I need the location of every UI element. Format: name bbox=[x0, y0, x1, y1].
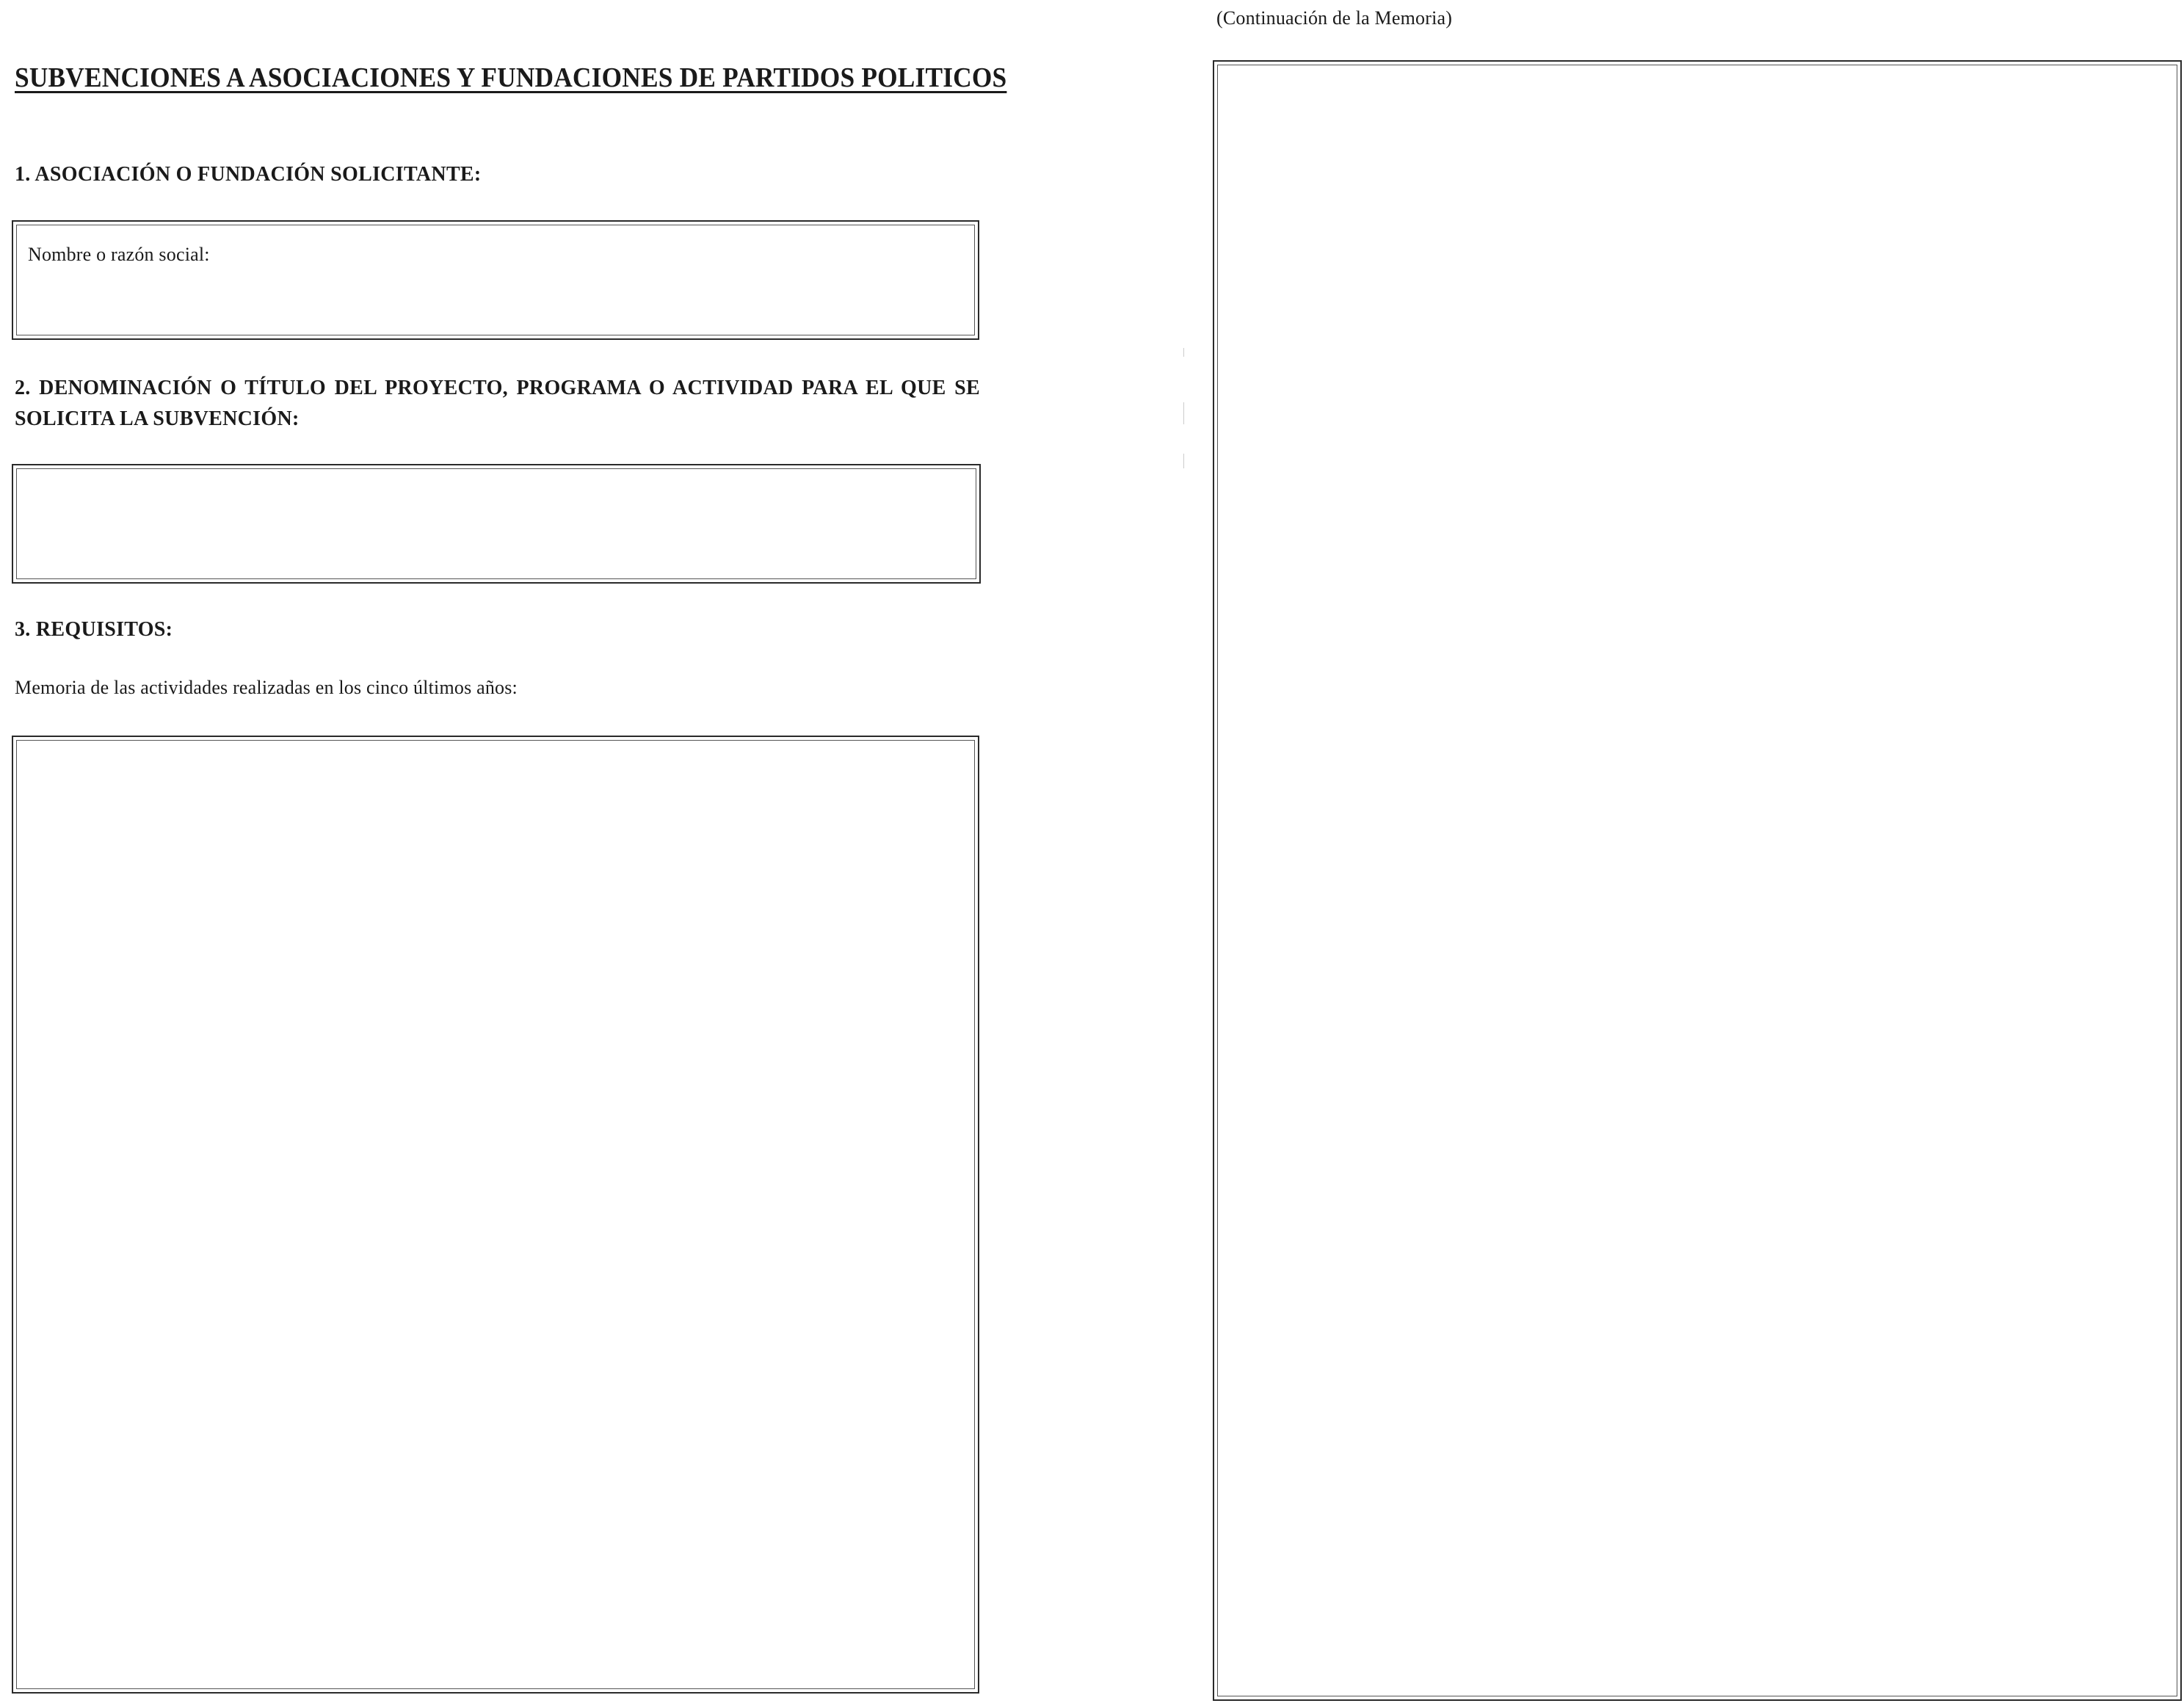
name-field-box[interactable] bbox=[12, 220, 979, 340]
continuation-label: (Continuación de la Memoria) bbox=[1216, 7, 1453, 29]
document-title: SUBVENCIONES A ASOCIACIONES Y FUNDACIONES DE PARTIDOS POLITICOS bbox=[15, 62, 1007, 93]
right-page bbox=[1175, 0, 2184, 1706]
section-3-heading: 3. REQUISITOS: bbox=[15, 618, 173, 641]
section-1-heading: 1. ASOCIACIÓN O FUNDACIÓN SOLICITANTE: bbox=[15, 163, 482, 186]
project-title-field-box[interactable] bbox=[12, 464, 981, 584]
section-2-heading: 2. DENOMINACIÓN O TÍTULO DEL PROYECTO, PROGRAMA O ACTIVIDAD PARA EL QUE SE SOLICITA LA SUBVENCIÓN: bbox=[15, 377, 980, 430]
memoria-field-box[interactable] bbox=[12, 736, 979, 1694]
name-field-label: Nombre o razón social: bbox=[28, 244, 210, 265]
left-page bbox=[0, 0, 1028, 1706]
memoria-label: Memoria de las actividades realizadas en los cinco últimos años: bbox=[15, 677, 518, 698]
continuation-field-box[interactable] bbox=[1213, 60, 2182, 1701]
